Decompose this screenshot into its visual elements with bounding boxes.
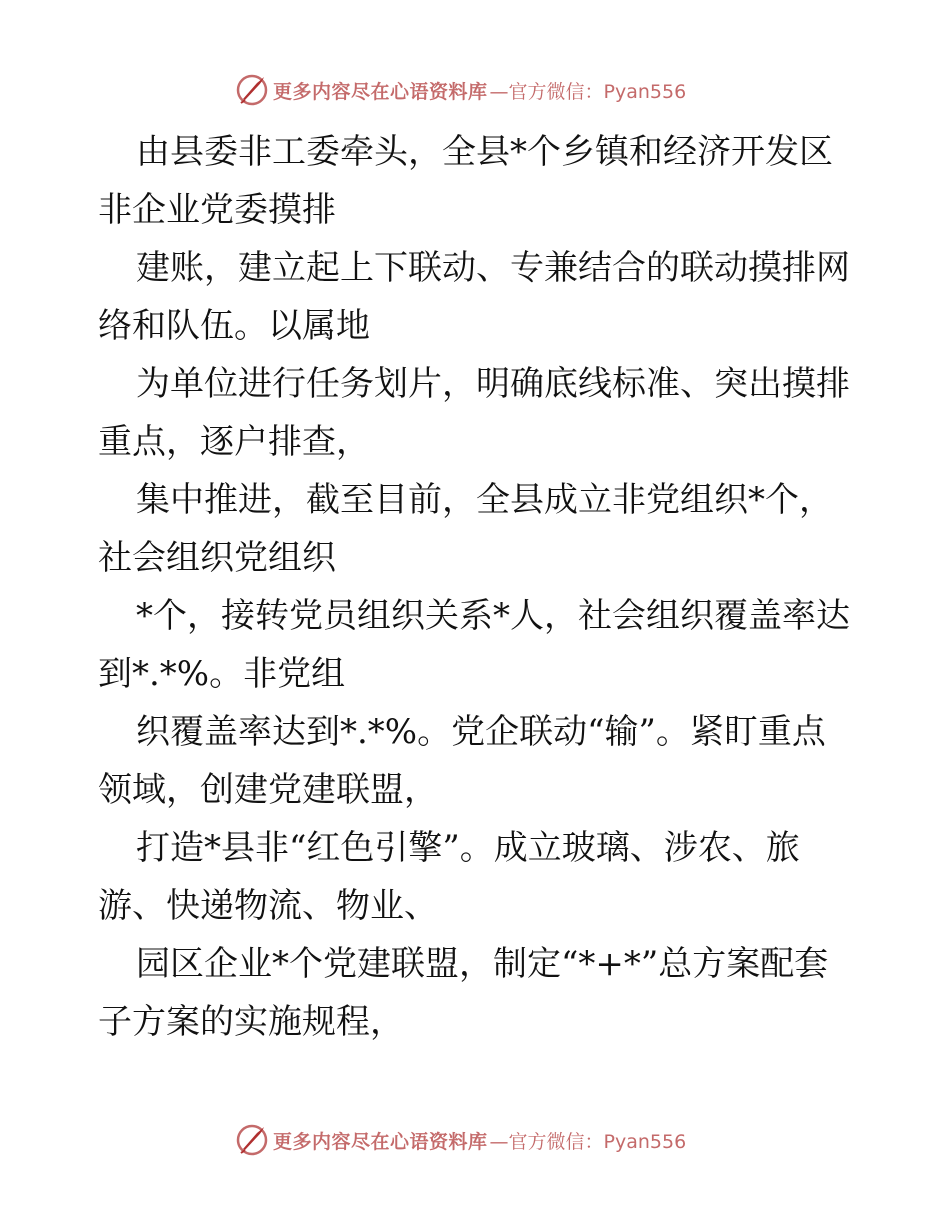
paragraph: 为单位进行任务划片，明确底线标准、突出摸排重点，逐户排查， [98,364,850,462]
paragraph: 园区企业*个党建联盟，制定“*+*”总方案配套子方案的实施规程， [98,944,829,1042]
header-banner-text: 更多内容尽在心语资料库 [273,80,488,103]
paragraph: 打造*县非“红色引擎”。成立玻璃、涉农、旅游、快递物流、物业、 [98,828,800,926]
paragraph: 集中推进，截至目前，全县成立非党组织*个，社会组织党组织 [98,480,833,578]
footer-banner-text: 更多内容尽在心语资料库 [273,1130,488,1153]
quill-pen-logo-icon [235,1123,269,1157]
paragraph: 织覆盖率达到*.*%。党企联动“输”。紧盯重点领域，创建党建联盟， [98,712,826,810]
quill-pen-logo-icon [235,73,269,107]
paragraph: 由县委非工委牵头，全县*个乡镇和经济开发区非企业党委摸排 [98,132,833,230]
footer-watermark-banner [235,1122,715,1158]
document-body [98,123,858,1051]
header-banner-contact: —官方微信：Pyan556 [489,80,687,103]
header-watermark-banner [235,72,715,108]
paragraph: 建账，建立起上下联动、专兼结合的联动摸排网络和队伍。以属地 [98,248,850,346]
footer-banner-contact: —官方微信：Pyan556 [489,1130,687,1153]
paragraph: *个，接转党员组织关系*人，社会组织覆盖率达到*.*%。非党组 [98,596,850,694]
